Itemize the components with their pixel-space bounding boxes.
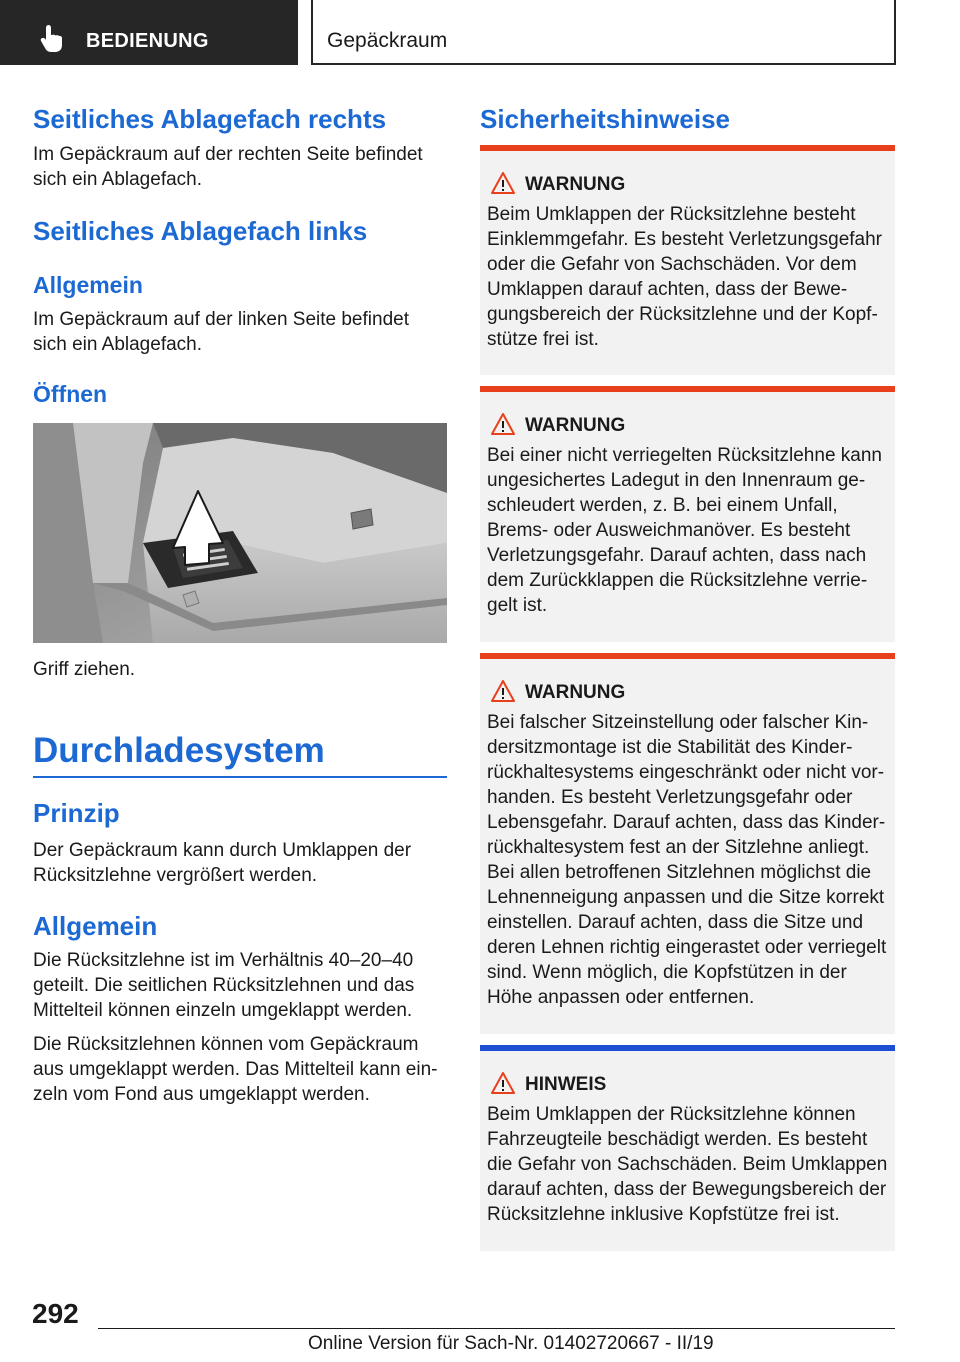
warning-bar: [480, 653, 895, 659]
warning-box-2: [480, 386, 895, 642]
online-version-text: Online Version für Sach-Nr. 01402720667 - II/19: [308, 1333, 714, 1354]
warning-label: WARNUNG: [525, 682, 626, 703]
notice-triangle-icon: [490, 1071, 516, 1095]
warning-text: Beim Umklappen der Rücksitzlehne besteht Einklemmgefahr. Es besteht Verletzungsgefahr oder die Gefahr von Sachschäden. Vor dem Umklappen darauf achten, dass der Bewe-gungsbereich der Rücksitzlehne und der Kopf-stütze frei ist.: [487, 204, 883, 350]
warning-text: Bei einer nicht verriegelten Rücksitzlehne kann ungesichertes Ladegut in den Innenraum ge-schleudert werden, z. B. bei einem Unfall, Brems- oder Ausweichmanöver. Es besteht Verletzungsgefahr. Darauf achten, dass nach dem Zurückklappen die Rücksitzlehne verrie-gelt ist.: [487, 445, 882, 616]
chapter-label: Gepäckraum: [327, 29, 448, 52]
warning-label: WARNUNG: [525, 415, 626, 436]
text-prinzip: Der Gepäckraum kann durch Umklappen der Rücksitzlehne vergrößert werden.: [33, 840, 412, 886]
warning-label: WARNUNG: [525, 174, 626, 195]
warning-text: Bei falscher Sitzeinstellung oder falscher Kin-dersitzmontage ist die Stabilität des Kinder-rückhaltesystems eingeschränkt oder nicht vor-handen. Es besteht Verletzungsgefahr oder Lebensgefahr. Darauf achten, dass das Kinder-rückhaltesystem fest an der Sitzlehne anliegt. Bei allen betroffenen Sitzlehnen möglichst die Lehnenneigung anpassen und die Sitze korrekt einstellen. Darauf achten, dass die Sitze und deren Lehnen richtig eingerastet oder verriegelt sind. Wenn möglich, die Kopfstützen in der Höhe anpassen oder entfernen.: [487, 712, 887, 1008]
text-ablagefach-links: Im Gepäckraum auf der linken Seite befindet sich ein Ablagefach.: [33, 309, 409, 355]
subheading-oeffnen: Öffnen: [33, 381, 108, 407]
heading-durchladesystem: Durchladesystem: [33, 730, 447, 778]
subheading-allgemein-2: Allgemein: [33, 911, 158, 941]
notice-label: HINWEIS: [525, 1074, 607, 1095]
notice-text: Beim Umklappen der Rücksitzlehne können Fahrzeugteile beschädigt werden. Es besteht die Gefahr von Sachschäden. Beim Umklappen darauf achten, dass der Bewegungsbereich der Rücksitzlehne inklusive Kopfstütze frei ist.: [487, 1104, 888, 1225]
figure-caption: Griff ziehen.: [33, 659, 136, 680]
section-tab: [0, 0, 298, 65]
chapter-header: [311, 0, 896, 65]
footer-divider: [98, 1328, 895, 1329]
warning-box-3: [480, 653, 895, 1034]
notice-bar: [480, 1045, 895, 1051]
warning-box-1: [480, 145, 895, 375]
warning-triangle-icon: [490, 679, 516, 703]
notice-box: [480, 1045, 895, 1251]
text-allgemein-1: Die Rücksitzlehne ist im Verhältnis 40–20–40 geteilt. Die seitlichen Rücksitzlehnen und das Mittelteil können einzeln umgeklappt werden.: [33, 950, 415, 1021]
hand-pointer-icon: [38, 24, 68, 54]
heading-sicherheitshinweise: Sicherheitshinweise: [480, 104, 730, 134]
warning-bar: [480, 386, 895, 392]
subheading-allgemein-1: Allgemein: [33, 272, 143, 298]
text-allgemein-2: Die Rücksitzlehnen können vom Gepäckraum aus umgeklappt werden. Das Mittelteil kann ein-zeln vom Fond aus umgeklappt werden.: [33, 1034, 438, 1105]
page-number: 292: [32, 1298, 79, 1329]
warning-triangle-icon: [490, 412, 516, 436]
heading-ablagefach-links: Seitliches Ablagefach links: [33, 216, 368, 246]
warning-triangle-icon: [490, 171, 516, 195]
section-label: BEDIENUNG: [86, 30, 209, 52]
heading-ablagefach-rechts: Seitliches Ablagefach rechts: [33, 104, 387, 134]
subheading-prinzip: Prinzip: [33, 798, 120, 828]
storage-compartment-illustration: [33, 423, 447, 643]
text-ablagefach-rechts: Im Gepäckraum auf der rechten Seite befindet sich ein Ablagefach.: [33, 144, 423, 190]
warning-bar: [480, 145, 895, 151]
